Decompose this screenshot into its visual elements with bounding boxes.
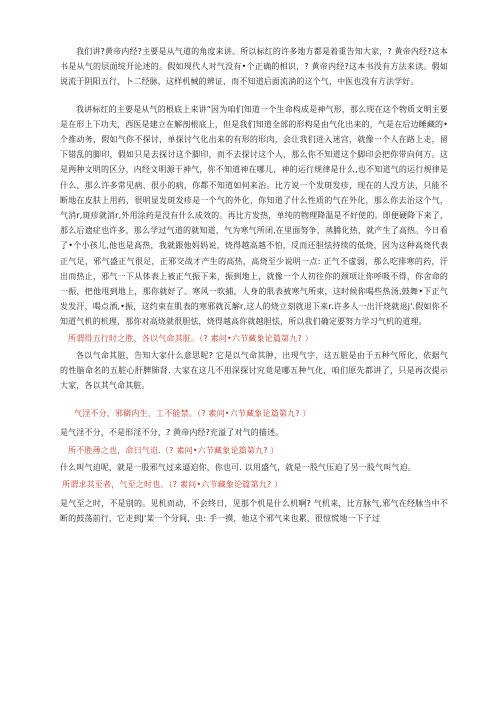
quote-qi-pressure: 所不胜薄之也，命曰气迫.（? 素问•六节藏象论篇第九? ） bbox=[68, 446, 279, 456]
paragraph-qi-pressure: 什么叫气迫呢，就是一股邪气过来逼迫你，你也可. 以用盛气，就是一股气压迫了另一股气叫气迫。 bbox=[60, 463, 416, 473]
quote-qi-arrival: 所谓求其至者，气至之时也。（? 素问•六节藏象论篇第九? ） bbox=[62, 479, 283, 489]
paragraph-qi-theory: 我讲标红的主要是从气的根底上来讲“因为咱们知道一个生命构成是神气形，那么现在这个物质文明主要是在形上下功夫，西医是建立在解剖根底上，但是我们知道全部的形构是由气化出来的，气是在后边睡藏的•个推动务，假如气你不探讨，单探讨气化出来的有形的形肉，会让我们进入迷宫，就像一个人在路上走，留下错乱的脚印，假如只是去探讨这个脚印，而不去探讨这个人，那么你不知道这个脚印会把你带向何方。这是两种文明的区分，内经文明源于神气，你不知道神在哪儿，神的运行规律是什么,也不知道气的运行规律是什么，那么许多常见病、很小的病，你都不知道如何来治。比方说一个发斑发疹，现在的人没方法，只能不断地在皮肤上用药，很明显发斑发疹是一个气的外化，你知道了什么性质的气在外化，那么你去治这个气，气消r,斑疹就消r,外用涂药是没有什么成效的。再比方发热，单纯的物理降温是不好使的。即便硬降下来了，那么后遗症也许多，那么学过气道的就知道，气为寒气所闭,在里面努争，蒸腾化热，就产生了高热。今日看了•个小孩儿,他也是高热，我就跟他妈妈说，烧得越高越不怕，反而还胆怯持续的低烧，因为这种高烧代表正气足，邪气盛正气很足，正邪交战才产生的高热，高烧至少说明一点: 正气不虚弱，那么吃排寒的药，汗出而热止，邪气一下从体表上被正气振下来，振到地上，就像一个人初往你的颈项让你呼吸不得，你舍命的一振，把他甩到地上，那你就好了。寒风一吹捕，人身的肌表被寒气所束，这时候你喝些热汤,鼓舞•下正气发发汗，喝点酒,•振，这约束在肌表的寒邪就瓦解r,这人的烧立刻就退下来r.许多人一出汗烧就退j'.假如你不知道气机的机理，那你对高烧就很胆怯，烧得越高你就越胆怯，所以我们确定要努力学习气机的道理。 bbox=[60, 104, 448, 327]
paragraph-intro: 我们讲?黄帝内经?主要是从气道的角度来讲。所以标红的许多地方都是着重告知大家，? 黄帝内经?这本书是从气的层面绽开论述的。假如现代人对气没有•个正确的相识，? 黄帝内经?这本书没有方法来读。假如说流于阴阳五行、卜二经脉，这样机械的辨证，而不知道后面流淌的这个气，中医也没有方法学好。 bbox=[60, 47, 448, 87]
paragraph-five-organs: 各以气命其脏，告知大家什么意思呢? 它是以气命其肿，出现气字，这五脏是由于五种气所化，依据气的性脑命名的五脏心肝脾肺肾. 大家在这几不用深探讨究竟是哪五种气化，咱们原先都讲了，只是再次提示大家，各以其气命其脏。 bbox=[60, 350, 448, 391]
paragraph-qi-arrival: 是气至之时，不是别的。见机而动，不会终日，见那个机是什么机啊? 气机来，比方脉气,邪气在经脉当中不断的鼓荡前行，它走到J'某一个分间，虫: 手一摸，他这个邪气来也累，很惊慌地一下子过 bbox=[60, 498, 448, 523]
quote-qi-excess: 气淫不分，邪僻内生，工不能禁。（? 素问•六节藏象论篇第九? ） bbox=[74, 409, 311, 419]
quote-five-phases: 所谓得五行时之胜，各以气命其脏。（? 素问•六节藏象论篇第九? ） bbox=[68, 333, 313, 343]
paragraph-qi-excess: 是气淫不分，不是形淫不分，? 黄帝内经?充溢了对气的描述。 bbox=[60, 428, 284, 438]
